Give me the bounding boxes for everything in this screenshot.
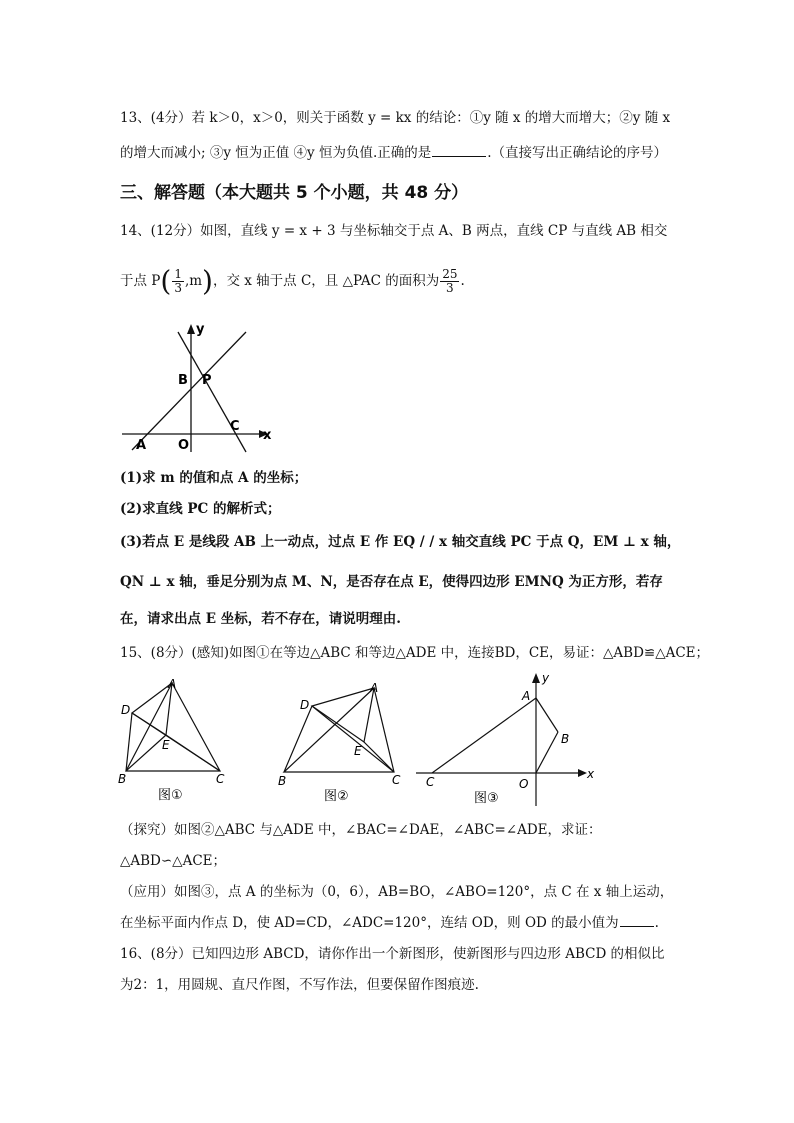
q15-apply-line2-tail: . bbox=[654, 915, 659, 931]
label-x: x bbox=[587, 767, 595, 781]
q15-figure-3 bbox=[412, 668, 602, 810]
label-a: A bbox=[522, 689, 531, 703]
label-d: D bbox=[300, 698, 310, 712]
label-b: B bbox=[278, 774, 287, 788]
label-y: y bbox=[196, 322, 205, 337]
caption-fig-2: 图② bbox=[324, 789, 349, 804]
label-a: A bbox=[136, 438, 147, 453]
label-p: P bbox=[202, 373, 212, 388]
segment-eb bbox=[126, 735, 166, 771]
segment-bd bbox=[284, 706, 312, 772]
label-c: C bbox=[230, 419, 240, 434]
caption-fig-1: 图① bbox=[158, 788, 183, 803]
fraction-denominator: 3 bbox=[174, 281, 182, 295]
q14-part1: (1)求 m 的值和点 A 的坐标； bbox=[120, 470, 308, 486]
segment-bo bbox=[536, 732, 558, 773]
q15-apply-line2 bbox=[120, 913, 659, 933]
segment-dc bbox=[312, 706, 394, 772]
paren-left: ( bbox=[160, 264, 172, 298]
q15-figure-1 bbox=[112, 675, 232, 805]
fraction-numerator: 1 bbox=[174, 267, 182, 281]
q15-figure-2 bbox=[272, 676, 412, 806]
q14-m: ,m bbox=[184, 273, 203, 289]
segment-ce bbox=[364, 742, 394, 772]
label-c: C bbox=[426, 775, 435, 789]
label-b: B bbox=[118, 772, 127, 786]
label-a: A bbox=[370, 681, 379, 695]
q14-part3-line3: 在，请求出点 E 坐标，若不存在，请说明理由. bbox=[120, 611, 401, 627]
label-o: O bbox=[519, 777, 529, 791]
label-b: B bbox=[561, 732, 570, 746]
q15-apply-line1: （应用）如图③，点 A 的坐标为（0，6），AB=BO，∠ABO=120°，点 C 在 x 轴上运动， bbox=[120, 884, 674, 900]
q15-explore-line2: △ABD∽△ACE； bbox=[120, 853, 227, 869]
label-c: C bbox=[216, 772, 225, 786]
q14-line2-prefix: 于点 P bbox=[120, 273, 161, 289]
fraction-one-third bbox=[172, 268, 184, 295]
q13-line2 bbox=[120, 143, 667, 163]
q15-apply-line2-text: 在坐标平面内作点 D，使 AD=CD，∠ADC=120°，连结 OD，则 OD 的最小值为 bbox=[120, 915, 619, 931]
q13-line2-text: 的增大而减小; ③y 恒为正值 ④y 恒为负值.正确的是 bbox=[120, 145, 432, 161]
label-y: y bbox=[542, 671, 550, 685]
q15-answer-blank bbox=[620, 914, 654, 927]
label-e: E bbox=[162, 738, 170, 752]
segment-ab bbox=[536, 698, 558, 732]
fraction-denominator: 3 bbox=[446, 281, 454, 295]
q14-part3-line2: QN ⊥ x 轴，垂足分别为点 M、N，是否存在点 E，使得四边形 EMNQ 为正方形，若存 bbox=[120, 574, 663, 590]
q14-part2: (2)求直线 PC 的解析式； bbox=[120, 501, 281, 517]
triangle-ade bbox=[132, 683, 172, 735]
segment-ac bbox=[432, 698, 536, 773]
q16-line2: 为2：1，用圆规、直尺作图，不写作法，但要保留作图痕迹. bbox=[120, 977, 479, 993]
q14-line2-mid: ，交 x 轴于点 C，且 △PAC 的面积为 bbox=[212, 273, 440, 289]
x-axis-arrow bbox=[578, 769, 587, 777]
fraction-numerator: 25 bbox=[442, 267, 458, 281]
label-x: x bbox=[263, 428, 272, 443]
fraction-25-thirds bbox=[440, 268, 459, 295]
segment-ce bbox=[166, 735, 220, 771]
q16-line1: 16、(8分）已知四边形 ABCD，请你作出一个新图形，使新图形与四边形 ABCD 的相似比 bbox=[120, 946, 665, 962]
q15-explore-line1: （探究）如图②△ABC 与△ADE 中，∠BAC=∠DAE，∠ABC=∠ADE，求证： bbox=[120, 822, 602, 838]
caption-fig-3: 图③ bbox=[474, 791, 499, 806]
y-axis-arrow bbox=[187, 324, 195, 334]
label-d: D bbox=[121, 703, 131, 717]
q14-part3-line1: (3)若点 E 是线段 AB 上一动点，过点 E 作 EQ / / x 轴交直线 PC 于点 Q，EM ⊥ x 轴， bbox=[120, 534, 681, 550]
label-o: O bbox=[178, 438, 190, 453]
q14-figure bbox=[118, 318, 278, 458]
q15-line1: 15、(8分）(感知)如图①在等边△ABC 和等边△ADE 中，连接BD，CE，易证：△ABD≌△ACE； bbox=[120, 645, 710, 661]
q13-line1: 13、(4分）若 k＞0，x＞0，则关于函数 y = kx 的结论：①y 随 x 的增大而增大；②y 随 x bbox=[120, 110, 671, 126]
q14-line2-end: . bbox=[460, 273, 465, 289]
q13-line2-tail: .（直接写出正确结论的序号） bbox=[487, 145, 668, 161]
label-c: C bbox=[392, 773, 401, 787]
label-b: B bbox=[178, 373, 188, 388]
line-ab bbox=[132, 332, 246, 450]
section-3-title: 三、解答题（本大题共 5 个小题，共 48 分） bbox=[120, 183, 469, 203]
label-e: E bbox=[354, 744, 362, 758]
label-a: A bbox=[168, 677, 177, 691]
q13-answer-blank bbox=[432, 144, 486, 157]
paren-right: ) bbox=[202, 264, 213, 298]
q14-line2 bbox=[120, 264, 465, 298]
y-axis-arrow bbox=[532, 673, 540, 683]
q14-line1: 14、(12分）如图，直线 y = x + 3 与坐标轴交于点 A、B 两点，直线 CP 与直线 AB 相交 bbox=[120, 223, 668, 239]
